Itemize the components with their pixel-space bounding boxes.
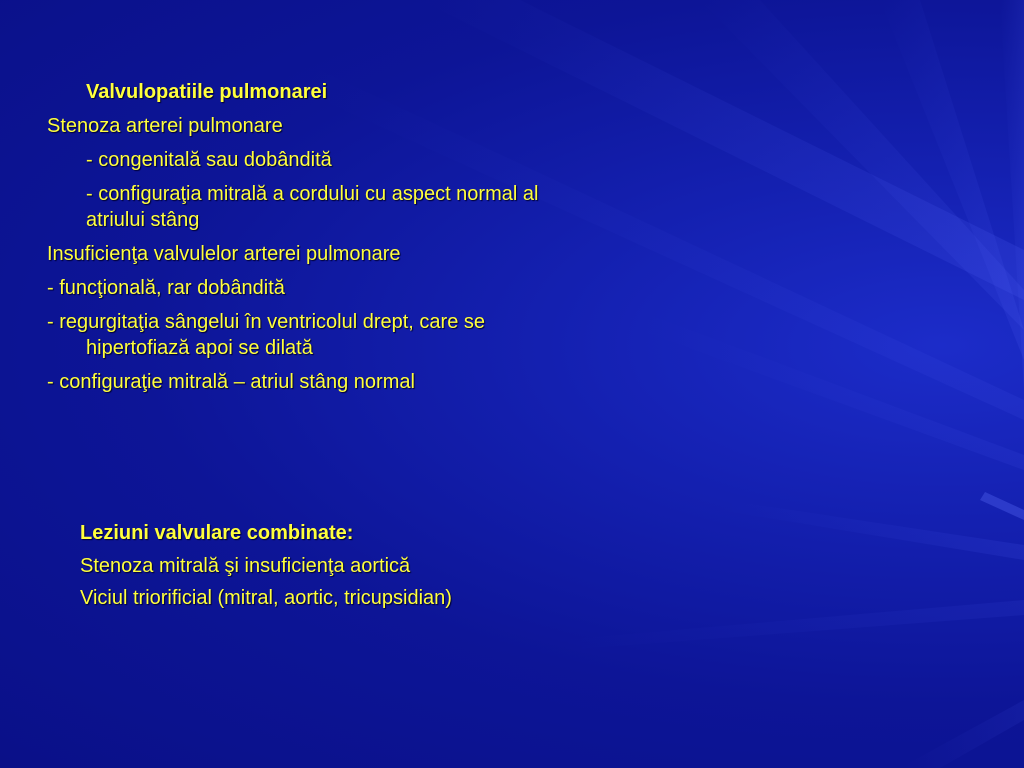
stenosis-title: Stenoza arterei pulmonare — [47, 115, 283, 137]
insufficiency-item-2-line-2: hipertofiază apoi se dilată — [86, 337, 313, 359]
stenosis-item-2-line-1: - configuraţia mitrală a cordului cu aspect normal al — [86, 183, 539, 205]
insufficiency-item-3: - configuraţie mitrală – atriul stâng normal — [47, 371, 415, 393]
section1-heading: Valvulopatiile pulmonarei — [86, 81, 328, 103]
combined-item-2: Viciul triorificial (mitral, aortic, tricupsidian) — [80, 587, 452, 609]
insufficiency-item-1: - funcţională, rar dobândită — [47, 277, 285, 299]
stenosis-item-1: - congenitală sau dobândită — [86, 149, 332, 171]
insufficiency-title: Insuficienţa valvulelor arterei pulmonare — [47, 243, 401, 265]
combined-item-1: Stenoza mitrală şi insuficienţa aortică — [80, 555, 411, 577]
stenosis-item-2-line-2: atriului stâng — [86, 209, 200, 231]
section2-heading: Leziuni valvulare combinate: — [80, 522, 354, 544]
insufficiency-item-2-line-1: - regurgitaţia sângelui în ventricolul drept, care se — [47, 311, 486, 333]
